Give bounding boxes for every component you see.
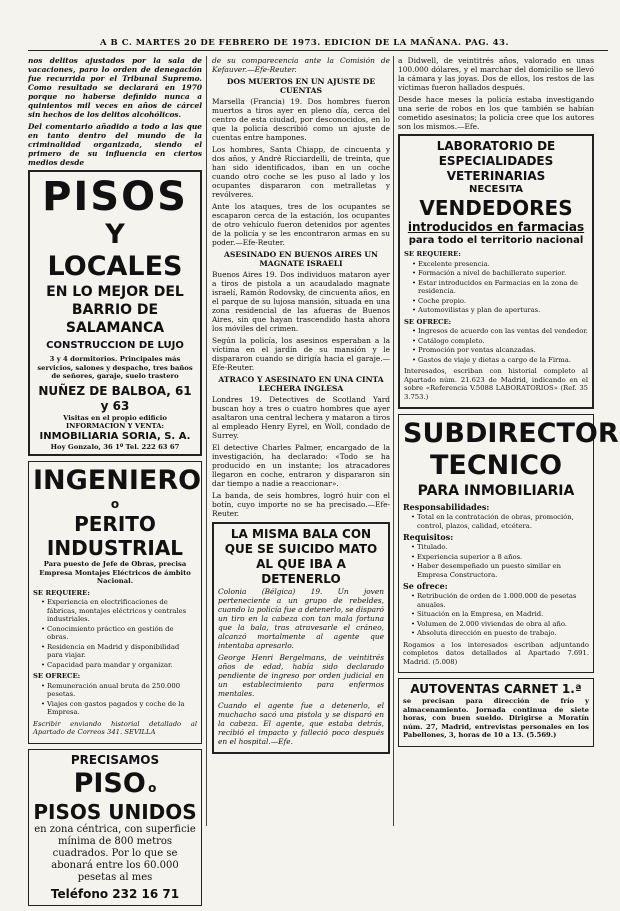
page-header: A B C. MARTES 20 DE FEBRERO DE 1973. EDICION DE LA MAÑANA. PAG. 43. (100, 38, 509, 48)
ad-text: en zona céntrica, con superficie mínima de 800 metros cuadrados. Por lo que se abonará entre los 60.000 pesetas al mes (34, 823, 196, 883)
list-item: • Formación a nivel de bachillerato superior. (412, 269, 588, 278)
article-paragraph: George Henri Bergelmans, de veintitrés años de edad, había sido declarado pendiente de ingreso por orden judicial en un establecimiento para enfermos mentales. (218, 653, 384, 698)
list-item: • Viajes con gastos pagados y coche de la Empresa. (41, 700, 197, 717)
column-right (398, 56, 619, 752)
ad-precisamos (28, 749, 202, 906)
ad-title: PISOS (42, 174, 188, 220)
ad-req-heading: SE REQUIERE: (404, 250, 461, 258)
list-item: • Haber desempeñado un puesto similar en Empresa Constructora. (411, 562, 589, 579)
ad-visits: Visitas en el propio edificio (63, 413, 167, 422)
ad-info: INFORMACION Y VENTA: (65, 422, 165, 430)
list-item: • Excelente presencia. (412, 260, 588, 269)
ad-needs: NECESITA (468, 184, 524, 195)
ad-req-heading: SE REQUIERE: (33, 588, 90, 597)
ad-text: se precisan para dirección de frío y almacenamiento. Jornada continua de siete horas, con buen sueldo. Dirigirse a Moratín núm. 27, Madrid, entrevistas personales en los Pabellones, 3, horas de 10 a 13. (5.569.) (403, 697, 589, 739)
ad-company: INMOBILIARIA SORIA, S. A. (39, 430, 191, 442)
article-paragraph: Londres 19. Detectives de Scotland Yard buscan hoy a tres o cuatro hombres que ayer asaltaron una central lechera y mataron a tiros al empleado Henry Eyrel, en Woll, condado de Surrey. (212, 395, 390, 440)
article-paragraph: Colonia (Bélgica) 19. Un joven perteneciente a un grupo de rebeldes, cuando la policía fue a detenerlo, se disparó un tiro en la cabeza con tan mala fortuna que la bala, tras atravesarle el cráneo, alcanzó mortalmente al agente que intentaba apresarlo. (218, 587, 385, 650)
article-paragraph: Buenos Aires 19. Dos individuos mataron ayer a tiros de pistola a un acaudalado magnate israelí, Ramón Rodovsky, de cincuenta años, en el parque de su lujosa mansión, situada en una zona residencial de las afueras de Buenos Aires, sin que hayan trascendido hasta ahora los móviles del crimen. (212, 270, 390, 333)
ad-phone: Hoy Gonzalo, 36 1º Tel. 222 63 67 (50, 442, 180, 451)
ad-subdirector (398, 414, 619, 673)
list-item: • Capacidad para mandar y organizar. (41, 661, 197, 670)
article-tail: a Didwell, de veintitrés años, valorado en unas 100.000 dólares, y el marchar del domicilio se llevó la cámara y las joyas. Dos de ellos, los restos de las víctimas fueron hallados después. (398, 56, 594, 92)
article-tail: nos delitos ajustados por la sala de vacaciones, paro lo orden de denegación fue recurrida por el Tribunal Supremo. Como resultado se declarará en 1970 porque no haberse definido nunca a quinientos mil veces en años de cárcel sin hechos de los delitos alcohólicos. (28, 56, 202, 119)
list-item: • Retribución de orden de 1.000.000 de pesetas anuales. (411, 592, 589, 609)
headline: ASESINADO EN BUENOS AIRES UN MAGNATE ISRAELI (224, 250, 378, 268)
ad-title-2: Y LOCALES (47, 219, 183, 282)
article-paragraph: Ante los ataques, tres de los ocupantes se escaparon cerca de la estación, los ocupantes de otro vehículo fueron detenidos por agentes de la policía y se les encontraron armas en su poder.—Efe-Reuter. (212, 202, 390, 247)
list-item: • Volumen de 2.000 viviendas de obra al año. (411, 620, 589, 629)
ad-subtitle: EN LO MEJOR DEL (46, 284, 184, 300)
list-item: • Automovilistas y plan de aperturas. (412, 306, 588, 315)
ad-subtitle-2: para todo el territorio nacional (408, 235, 584, 246)
ad-offer-list (412, 327, 588, 364)
list-item: • Experiencia en electrificaciones de fábricas, montajes eléctricos y centrales industriales. (41, 598, 197, 624)
article-tail-2: Del comentario añadido a todo a las que en tanto dentro del mundo de la criminalidad organizada, siendo el primero de su influencia en ciertos medios desde (28, 122, 202, 167)
column-left (28, 56, 202, 911)
ad-title-2: PERITO INDUSTRIAL (46, 512, 184, 560)
ad-offer-heading: SE OFRECE: (404, 317, 452, 326)
article-paragraph: Cuando el agente fue a detenerlo, el muchacho sacó una pistola y se disparó en la cabeza. El agente, que estaba detrás, recibió el impacto y falleció poco después en el hospital.—Efe. (218, 701, 384, 746)
ad-contact: Interesados, escriban con historial completo al Apartado núm. 21.623 de Madrid, indicando en el sobre «Referencia V.5088 LABORATORIOS» (Ref. 35 3.753.) (404, 367, 588, 401)
ad-address: NUÑEZ DE BALBOA, 61 y 63 (38, 383, 192, 413)
list-item: • Ingresos de acuerdo con las ventas del vendedor. (412, 327, 588, 336)
ad-req-list (411, 543, 589, 579)
ad-offer-list (411, 592, 589, 638)
ad-title-3: PISOS UNIDOS (33, 799, 197, 824)
article-paragraph: Según la policía, los asesinos esperaban a la víctima en el jardín de su mansión y le dispararon cuando se dirigía hacia el garaje.—Efe-Reuter. (212, 336, 390, 372)
ad-title: INGENIERO (33, 465, 202, 496)
ad-pisos-locales (28, 170, 202, 456)
list-item: • Promoción por ventas alcanzadas. (412, 346, 588, 355)
ad-offer-list (41, 682, 197, 717)
list-item: • Remuneración anual bruta de 250.000 pesetas. (41, 682, 197, 699)
ad-phone: Teléfono 232 16 71 (50, 886, 180, 901)
ad-title: LABORATORIO DE (436, 139, 556, 153)
article-tail: de su comparecencia ante la Comisión de Kefauver.—Efe-Reuter. (212, 56, 390, 74)
column-divider (206, 56, 207, 826)
ad-subtitle: introducidos en farmacias (407, 220, 585, 234)
ad-title: SUBDIRECTOR (403, 418, 619, 449)
ad-title-2: TECNICO (429, 450, 563, 481)
list-item: • Situación en la Empresa, en Madrid. (411, 610, 589, 619)
ad-offer-heading: Se ofrece: (403, 581, 448, 591)
ad-title-2: ESPECIALIDADES VETERINARIAS (438, 154, 554, 183)
ad-contact: Escribir enviando historial detallado al Apartado de Correos 341. SEVILLA (33, 719, 197, 736)
boxed-article (212, 522, 390, 754)
article-paragraph: Desde hace meses la policía estaba investigando una serie de robos en los que también se habían cometido asesinatos; la policía cree que los autores son los mismos.—Efe. (398, 95, 594, 131)
headline: DOS MUERTOS EN UN AJUSTE DE CUENTAS (226, 77, 376, 95)
list-item: • Conocimiento práctico en gestión de obras. (41, 625, 197, 642)
ad-ingeniero (28, 461, 202, 744)
ad-req-list (41, 598, 197, 669)
list-item: • Estar introducidos en Farmacias en la zona de residencia. (412, 279, 588, 296)
ad-resp-heading: Responsabilidades: (403, 502, 490, 512)
article-paragraph: Los hombres, Santa Chiapp, de cincuenta y dos años, y André Ricciardelli, de treinta, que han sido identificados, iban en un coche cuando otro coche se les puso al lado y los ocupantes dispararon con metralletas y revólveres. (212, 145, 390, 199)
ad-title-3: VENDEDORES (419, 196, 573, 220)
list-item: • Gastos de viaje y dietas a cargo de la Firma. (412, 356, 588, 365)
list-item: • Experiencia superior a 8 años. (411, 553, 589, 562)
article-paragraph: El detective Charles Palmer, encargado de la investigación, ha declarado: «Todo se ha producido en un instante; los atracadores llegaron en coche, entraron y dispararon sin dar tiempo a nadie a reaccionar». (212, 443, 390, 488)
list-item: • Absoluta dirección en puesto de trabajo. (411, 629, 589, 638)
article-paragraph: La banda, de seis hombres, logró huir con el botín, cuyo importe no se ha precisado.—Efe-Reuter. (212, 491, 390, 518)
list-item: • Catálogo completo. (412, 337, 588, 346)
list-item: • Titulado. (411, 543, 589, 552)
boxed-headline: LA MISMA BALA CON QUE SE SUICIDO MATO AL QUE IBA A DETENERLO (224, 527, 378, 586)
column-divider (393, 56, 394, 826)
ad-autoventas (398, 678, 594, 747)
ad-contact: Rogamos a los interesados escriban adjuntando completos datos detallados al Apartado 7.691. Madrid. (5.008) (403, 640, 589, 666)
ad-offer-heading: SE OFRECE: (33, 672, 81, 680)
ad-or: o (110, 497, 120, 511)
ad-req-list (412, 260, 588, 315)
ad-resp-list (411, 513, 589, 530)
ad-laboratorio (398, 134, 594, 409)
ad-req-heading: Requisitos: (403, 532, 454, 542)
ad-subtitle: PARA INMOBILIARIA (417, 483, 575, 499)
article-paragraph: Marsella (Francia) 19. Dos hombres fueron muertos a tiros ayer en pleno día, cerca del centro de esta ciudad, por desconocidos, en lo que la policía describió como un ajuste de cuentas entre hampones. (212, 97, 390, 142)
ad-or: o (148, 780, 157, 795)
ad-text: 3 y 4 dormitorios. Principales más servicios, salones y despacho, tres baños de señores, garaje, suelo trastero (37, 355, 193, 380)
ad-title: PRECISAMOS (70, 752, 160, 767)
column-center (212, 56, 390, 759)
list-item: • Total en la contratación de obras, promoción, control, plazos, calidad, etcétera. (411, 513, 589, 530)
list-item: • Coche propio. (412, 297, 588, 306)
ad-text: Para puesto de Jefe de Obras, precisa Empresa Montajes Eléctricos de ámbito Nacional. (39, 560, 191, 585)
ad-title-2: PISO (73, 767, 146, 799)
list-item: • Residencia en Madrid y disponibilidad para viajar. (41, 643, 197, 660)
ad-title: AUTOVENTAS CARNET 1.ª (410, 682, 582, 696)
ad-subtitle-3: CONSTRUCCION DE LUJO (46, 340, 184, 351)
headline: ATRACO Y ASESINATO EN UNA CINTA LECHERA INGLESA (218, 375, 384, 393)
ad-subtitle-2: BARRIO DE SALAMANCA (65, 302, 165, 336)
header-rule (28, 50, 608, 51)
